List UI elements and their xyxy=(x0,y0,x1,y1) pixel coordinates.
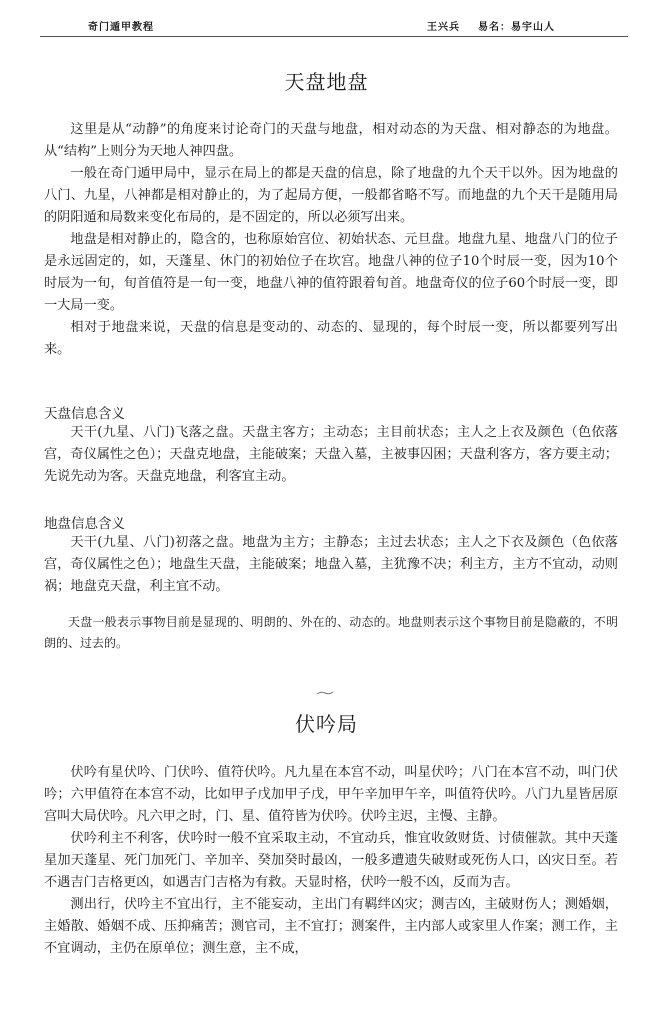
paragraph: 伏吟利主不利客，伏吟时一般不宜采取主动，不宜动兵，惟宜收敛财货、讨债催款。其中天蓬星加天蓬星、死门加死门、辛加辛、癸加癸时最凶，一般多遭遗失破财或死伤人口，凶灾日至。若不遇吉门吉格更凶，如遇吉门吉格为有救。天显时格，伏吟一般不凶，反而为吉。 xyxy=(44,831,618,890)
earth-body xyxy=(44,532,618,598)
paragraph: 天干(九星、八门)飞落之盘。天盘主客方；主动态；主目前状态；主人之上衣及颜色（色依落宫，奇仪属性之色）；天盘克地盘，主能破案；天盘入墓，主被事囚困；天盘利客方，客方要主动；先说先动为客。天盘克地盘，利客宜主动。 xyxy=(44,425,618,484)
section-title-fuyin: 伏吟局 xyxy=(295,712,358,736)
summary-note xyxy=(44,612,618,654)
paragraph: 测出行，伏吟主不宜出行，主不能妄动，主出门有羁绊凶灾；测吉凶，主破财伤人；测婚姻，主婚散、婚姻不成、压抑痛苦；测官司，主不宜打；测案件，主内部人或家里人作案；测工作，主不宜调动，主仍在原单位；测生意，主不成， xyxy=(44,897,618,956)
header-rule xyxy=(40,36,628,37)
author-alias: 易名：易宇山人 xyxy=(478,22,555,33)
heaven-body xyxy=(44,422,618,488)
author-name: 王兴兵 xyxy=(427,22,460,33)
paragraph: 一般在奇门遁甲局中，显示在局上的都是天盘的信息，除了地盘的九个天干以外。因为地盘的八门、九星，八神都是相对静止的，为了起局方便，一般都省略不写。而地盘的九个天干是随用局的阴阳遁和局数来变化布局的，是不固定的，所以必须写出来。 xyxy=(44,166,618,225)
paragraph: 天干(九星、八门)初落之盘。地盘为主方；主静态；主过去状态；主人之下衣及颜色（色依落宫，奇仪属性之色）；地盘生天盘，主能破案；地盘入墓，主犹豫不决；利主方，主方不宜动，动则祸；地盘克天盘，利主宜不动。 xyxy=(44,535,618,594)
paragraph: 天盘一般表示事物目前是显现的、明朗的、外在的、动态的。地盘则表示这个事物目前是隐蔽的，不明朗的、过去的。 xyxy=(44,615,618,650)
subheading-heaven: 天盘信息含义 xyxy=(44,406,125,422)
paragraph: 相对于地盘来说，天盘的信息是变动的、动态的、显现的，每个时辰一变，所以都要列写出来。 xyxy=(44,320,618,357)
paragraph: 伏吟有星伏吟、门伏吟、值符伏吟。凡九星在本宫不动，叫星伏吟；八门在本宫不动，叫门伏吟；六甲值符在本宫不动，比如甲子戊加甲子戊，甲午辛加甲午辛，叫值符伏吟。八门九星皆居原宫叫大局伏吟。凡六甲之时，门、星、值符皆为伏吟。伏吟主迟，主慢、主静。 xyxy=(44,765,618,824)
subheading-earth: 地盘信息含义 xyxy=(44,516,125,532)
section1-body xyxy=(44,119,618,361)
divider-ornament xyxy=(316,690,334,696)
section-title-tianpan-dipan: 天盘地盘 xyxy=(284,70,369,94)
book-title: 奇门遁甲教程 xyxy=(88,22,154,33)
running-header xyxy=(0,18,653,38)
paragraph: 地盘是相对静止的，隐含的，也称原始宫位、初始状态、元旦盘。地盘九星、地盘八门的位子是永远固定的，如，天蓬星、休门的初始位子在坎宫。地盘八神的位子10个时辰一变，因为10个时辰为一旬，旬首值符是一旬一变，地盘八神的值符跟着旬首。地盘奇仪的位子60个时辰一变，即一大局一变。 xyxy=(44,232,618,313)
section2-body xyxy=(44,762,618,960)
paragraph: 这里是从“动静”的角度来讨论奇门的天盘与地盘，相对动态的为天盘、相对静态的为地盘。从“结构”上则分为天地人神四盘。 xyxy=(44,122,618,159)
